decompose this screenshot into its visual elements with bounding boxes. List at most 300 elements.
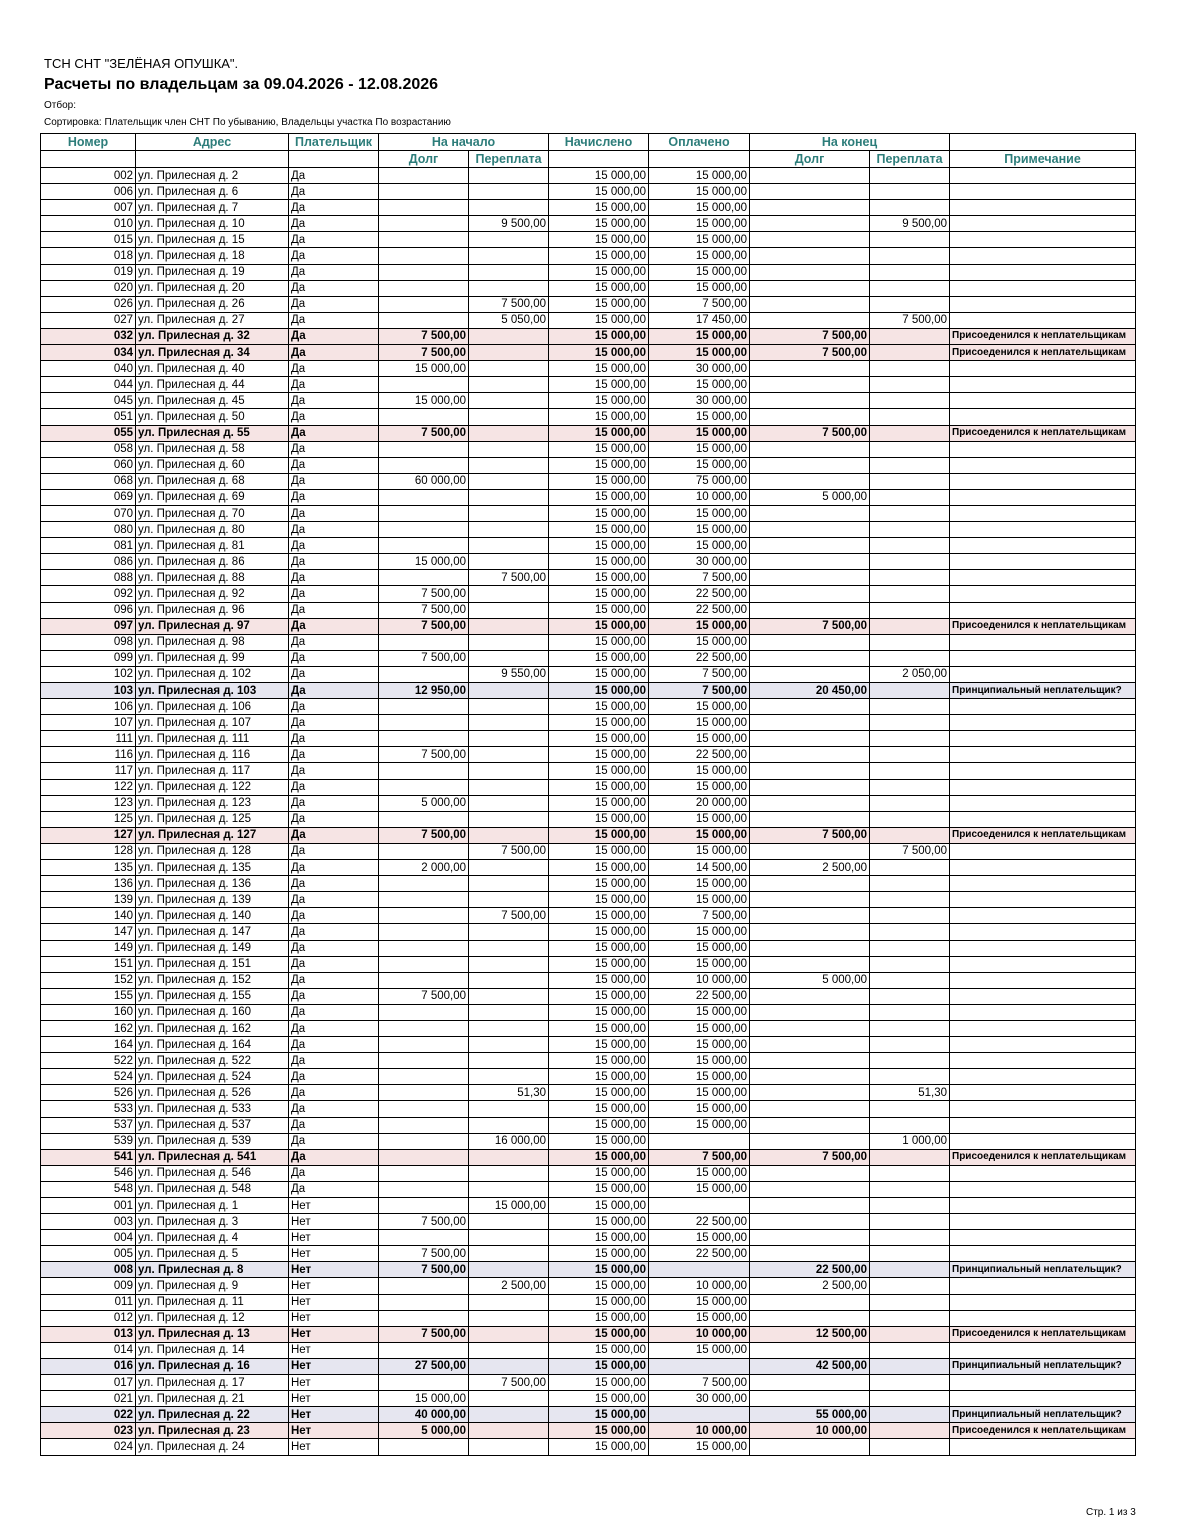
cell-address: ул. Прилесная д. 151 [136, 956, 289, 972]
cell-number: 149 [41, 940, 136, 956]
cell-paid: 15 000,00 [649, 264, 750, 280]
cell-address: ул. Прилесная д. 20 [136, 280, 289, 296]
cell-end-debt [750, 1214, 870, 1230]
cell-address: ул. Прилесная д. 17 [136, 1375, 289, 1391]
table-row [41, 280, 1136, 296]
cell-number: 135 [41, 860, 136, 876]
cell-paid: 30 000,00 [649, 361, 750, 377]
cell-charged: 15 000,00 [549, 1020, 649, 1036]
table-row [41, 860, 1136, 876]
cell-number: 152 [41, 972, 136, 988]
cell-end-debt [750, 811, 870, 827]
cell-address: ул. Прилесная д. 68 [136, 473, 289, 489]
cell-paid: 10 000,00 [649, 489, 750, 505]
cell-paid: 15 000,00 [649, 441, 750, 457]
cell-paid: 7 500,00 [649, 683, 750, 699]
cell-end-debt [750, 184, 870, 200]
cell-address: ул. Прилесная д. 13 [136, 1326, 289, 1342]
cell-note [950, 586, 1136, 602]
cell-start-overpay [469, 827, 549, 843]
cell-note: Присоеденился к неплательщикам [950, 425, 1136, 441]
table-row [41, 683, 1136, 699]
table-row [41, 312, 1136, 328]
cell-note [950, 988, 1136, 1004]
cell-number: 147 [41, 924, 136, 940]
cell-note: Присоеденился к неплательщикам [950, 345, 1136, 361]
cell-number: 539 [41, 1133, 136, 1149]
cell-start-overpay [469, 184, 549, 200]
cell-payer: Нет [289, 1439, 379, 1455]
cell-charged: 15 000,00 [549, 956, 649, 972]
cell-charged: 15 000,00 [549, 570, 649, 586]
cell-start-debt [379, 248, 469, 264]
cell-paid: 22 500,00 [649, 747, 750, 763]
cell-charged: 15 000,00 [549, 184, 649, 200]
table-row [41, 1133, 1136, 1149]
cell-start-overpay [469, 280, 549, 296]
cell-note: Присоеденился к неплательщикам [950, 1149, 1136, 1165]
cell-end-debt: 22 500,00 [750, 1262, 870, 1278]
table-row [41, 168, 1136, 184]
cell-end-overpay [870, 489, 950, 505]
cell-note [950, 473, 1136, 489]
cell-note [950, 538, 1136, 554]
cell-payer: Да [289, 232, 379, 248]
cell-number: 136 [41, 876, 136, 892]
cell-number: 027 [41, 312, 136, 328]
cell-start-overpay [469, 538, 549, 554]
cell-end-overpay [870, 570, 950, 586]
cell-note [950, 843, 1136, 859]
cell-end-overpay [870, 618, 950, 634]
table-row [41, 1391, 1136, 1407]
cell-number: 107 [41, 715, 136, 731]
cell-end-overpay [870, 956, 950, 972]
cell-number: 022 [41, 1407, 136, 1423]
cell-end-overpay [870, 1439, 950, 1455]
cell-number: 003 [41, 1214, 136, 1230]
cell-end-debt [750, 1101, 870, 1117]
cell-end-debt [750, 570, 870, 586]
cell-note [950, 747, 1136, 763]
table-body [41, 168, 1136, 1456]
cell-paid: 15 000,00 [649, 280, 750, 296]
cell-note [950, 1198, 1136, 1214]
cell-paid: 15 000,00 [649, 216, 750, 232]
cell-paid: 15 000,00 [649, 457, 750, 473]
cell-number: 546 [41, 1165, 136, 1181]
cell-start-overpay [469, 345, 549, 361]
cell-end-overpay [870, 296, 950, 312]
cell-start-debt: 5 000,00 [379, 795, 469, 811]
cell-payer: Да [289, 602, 379, 618]
cell-charged: 15 000,00 [549, 1407, 649, 1423]
cell-number: 537 [41, 1117, 136, 1133]
cell-end-debt: 7 500,00 [750, 345, 870, 361]
cell-end-debt [750, 988, 870, 1004]
cell-payer: Да [289, 296, 379, 312]
cell-charged: 15 000,00 [549, 1342, 649, 1358]
cell-payer: Нет [289, 1198, 379, 1214]
table-row [41, 538, 1136, 554]
table-row [41, 1246, 1136, 1262]
cell-end-debt [750, 1246, 870, 1262]
table-row [41, 1165, 1136, 1181]
cell-address: ул. Прилесная д. 12 [136, 1310, 289, 1326]
table-row [41, 522, 1136, 538]
cell-start-debt [379, 1230, 469, 1246]
cell-address: ул. Прилесная д. 533 [136, 1101, 289, 1117]
cell-payer: Да [289, 876, 379, 892]
table-row [41, 972, 1136, 988]
cell-charged: 15 000,00 [549, 248, 649, 264]
cell-start-overpay [469, 1391, 549, 1407]
cell-address: ул. Прилесная д. 69 [136, 489, 289, 505]
cell-charged: 15 000,00 [549, 1004, 649, 1020]
cell-start-debt [379, 1165, 469, 1181]
cell-paid: 7 500,00 [649, 1149, 750, 1165]
cell-note [950, 377, 1136, 393]
cell-end-overpay [870, 1358, 950, 1374]
cell-note [950, 731, 1136, 747]
cell-end-overpay [870, 184, 950, 200]
cell-start-debt: 7 500,00 [379, 650, 469, 666]
cell-address: ул. Прилесная д. 526 [136, 1085, 289, 1101]
cell-start-overpay [469, 248, 549, 264]
cell-end-overpay [870, 1294, 950, 1310]
cell-number: 116 [41, 747, 136, 763]
table-row [41, 264, 1136, 280]
cell-paid: 15 000,00 [649, 699, 750, 715]
cell-charged: 15 000,00 [549, 1069, 649, 1085]
col-start-overpay-header: Переплата [469, 151, 549, 168]
cell-charged: 15 000,00 [549, 747, 649, 763]
cell-note: Присоеденился к неплательщикам [950, 1326, 1136, 1342]
cell-start-debt [379, 200, 469, 216]
cell-paid: 15 000,00 [649, 1117, 750, 1133]
cell-end-overpay [870, 892, 950, 908]
cell-address: ул. Прилесная д. 9 [136, 1278, 289, 1294]
cell-address: ул. Прилесная д. 122 [136, 779, 289, 795]
cell-start-debt: 27 500,00 [379, 1358, 469, 1374]
header-spacer [649, 151, 750, 168]
cell-note [950, 1069, 1136, 1085]
table-row [41, 554, 1136, 570]
cell-note [950, 1101, 1136, 1117]
cell-start-overpay: 7 500,00 [469, 843, 549, 859]
cell-end-debt: 7 500,00 [750, 425, 870, 441]
cell-end-debt [750, 924, 870, 940]
cell-payer: Нет [289, 1246, 379, 1262]
cell-address: ул. Прилесная д. 86 [136, 554, 289, 570]
cell-address: ул. Прилесная д. 548 [136, 1181, 289, 1197]
cell-paid: 15 000,00 [649, 1294, 750, 1310]
cell-end-debt [750, 296, 870, 312]
cell-payer: Да [289, 441, 379, 457]
cell-end-overpay [870, 1423, 950, 1439]
cell-end-debt [750, 763, 870, 779]
cell-end-overpay [870, 811, 950, 827]
cell-end-overpay [870, 538, 950, 554]
cell-paid: 15 000,00 [649, 1342, 750, 1358]
cell-number: 081 [41, 538, 136, 554]
cell-end-overpay [870, 264, 950, 280]
filter-line: Отбор: [44, 100, 76, 111]
cell-end-overpay [870, 1375, 950, 1391]
cell-payer: Да [289, 473, 379, 489]
cell-payer: Нет [289, 1326, 379, 1342]
cell-address: ул. Прилесная д. 24 [136, 1439, 289, 1455]
cell-charged: 15 000,00 [549, 892, 649, 908]
cell-charged: 15 000,00 [549, 1294, 649, 1310]
cell-note: Присоеденился к неплательщикам [950, 618, 1136, 634]
table-row [41, 1053, 1136, 1069]
cell-start-overpay [469, 1358, 549, 1374]
cell-charged: 15 000,00 [549, 731, 649, 747]
cell-charged: 15 000,00 [549, 779, 649, 795]
cell-end-overpay [870, 1407, 950, 1423]
cell-payer: Да [289, 1004, 379, 1020]
cell-number: 004 [41, 1230, 136, 1246]
cell-end-debt [750, 1165, 870, 1181]
cell-note [950, 1181, 1136, 1197]
cell-number: 160 [41, 1004, 136, 1020]
cell-address: ул. Прилесная д. 162 [136, 1020, 289, 1036]
cell-address: ул. Прилесная д. 139 [136, 892, 289, 908]
cell-charged: 15 000,00 [549, 409, 649, 425]
cell-end-debt [750, 892, 870, 908]
table-row [41, 1101, 1136, 1117]
cell-end-overpay [870, 1053, 950, 1069]
cell-end-overpay [870, 328, 950, 344]
cell-end-debt: 2 500,00 [750, 1278, 870, 1294]
cell-start-debt: 7 500,00 [379, 1246, 469, 1262]
cell-number: 162 [41, 1020, 136, 1036]
cell-end-overpay: 9 500,00 [870, 216, 950, 232]
cell-charged: 15 000,00 [549, 827, 649, 843]
cell-note [950, 811, 1136, 827]
cell-end-overpay [870, 924, 950, 940]
cell-number: 139 [41, 892, 136, 908]
cell-number: 024 [41, 1439, 136, 1455]
cell-charged: 15 000,00 [549, 168, 649, 184]
cell-address: ул. Прилесная д. 88 [136, 570, 289, 586]
cell-number: 011 [41, 1294, 136, 1310]
cell-payer: Да [289, 1117, 379, 1133]
cell-paid: 15 000,00 [649, 811, 750, 827]
cell-end-debt [750, 1181, 870, 1197]
cell-start-debt [379, 972, 469, 988]
cell-note [950, 1375, 1136, 1391]
cell-end-debt [750, 715, 870, 731]
cell-note [950, 1004, 1136, 1020]
cell-note [950, 570, 1136, 586]
cell-end-debt [750, 505, 870, 521]
cell-start-overpay [469, 876, 549, 892]
cell-start-debt [379, 489, 469, 505]
table-row [41, 1310, 1136, 1326]
table-row [41, 345, 1136, 361]
table-row [41, 843, 1136, 859]
cell-paid: 22 500,00 [649, 650, 750, 666]
table-row [41, 715, 1136, 731]
cell-payer: Нет [289, 1262, 379, 1278]
cell-end-overpay [870, 345, 950, 361]
cell-charged: 15 000,00 [549, 361, 649, 377]
cell-start-overpay [469, 489, 549, 505]
cell-end-debt [750, 473, 870, 489]
cell-payer: Да [289, 988, 379, 1004]
cell-payer: Да [289, 570, 379, 586]
col-note-header: Примечание [950, 151, 1136, 168]
cell-address: ул. Прилесная д. 147 [136, 924, 289, 940]
cell-address: ул. Прилесная д. 10 [136, 216, 289, 232]
cell-paid: 15 000,00 [649, 1165, 750, 1181]
cell-paid: 15 000,00 [649, 715, 750, 731]
cell-start-overpay: 16 000,00 [469, 1133, 549, 1149]
cell-paid: 15 000,00 [649, 248, 750, 264]
cell-note: Принципиальный неплательщик? [950, 1407, 1136, 1423]
table-row [41, 361, 1136, 377]
cell-charged: 15 000,00 [549, 1278, 649, 1294]
cell-number: 069 [41, 489, 136, 505]
cell-start-debt [379, 876, 469, 892]
cell-start-debt [379, 409, 469, 425]
cell-paid: 15 000,00 [649, 876, 750, 892]
cell-start-debt: 7 500,00 [379, 425, 469, 441]
cell-paid: 7 500,00 [649, 1375, 750, 1391]
cell-note [950, 876, 1136, 892]
table-row [41, 1262, 1136, 1278]
cell-end-overpay [870, 972, 950, 988]
table-row [41, 1375, 1136, 1391]
cell-paid [649, 1198, 750, 1214]
cell-paid: 15 000,00 [649, 200, 750, 216]
cell-start-overpay [469, 988, 549, 1004]
table-row [41, 1020, 1136, 1036]
table-row [41, 232, 1136, 248]
col-start-debt-header: Долг [379, 151, 469, 168]
cell-start-overpay: 2 500,00 [469, 1278, 549, 1294]
cell-number: 040 [41, 361, 136, 377]
cell-payer: Да [289, 940, 379, 956]
cell-start-debt [379, 538, 469, 554]
cell-start-debt: 15 000,00 [379, 1391, 469, 1407]
cell-charged: 15 000,00 [549, 216, 649, 232]
cell-start-overpay [469, 1326, 549, 1342]
cell-end-debt [750, 264, 870, 280]
cell-start-debt [379, 1342, 469, 1358]
cell-payer: Да [289, 264, 379, 280]
cell-note [950, 489, 1136, 505]
cell-address: ул. Прилесная д. 111 [136, 731, 289, 747]
cell-address: ул. Прилесная д. 152 [136, 972, 289, 988]
cell-note [950, 1246, 1136, 1262]
cell-start-debt: 60 000,00 [379, 473, 469, 489]
cell-end-debt [750, 1085, 870, 1101]
table-row [41, 602, 1136, 618]
cell-end-debt [750, 731, 870, 747]
cell-charged: 15 000,00 [549, 908, 649, 924]
cell-number: 045 [41, 393, 136, 409]
table-row [41, 1294, 1136, 1310]
cell-start-debt [379, 666, 469, 682]
cell-address: ул. Прилесная д. 1 [136, 1198, 289, 1214]
cell-note [950, 216, 1136, 232]
cell-charged: 15 000,00 [549, 1310, 649, 1326]
cell-start-overpay [469, 1262, 549, 1278]
cell-start-overpay [469, 956, 549, 972]
table-row [41, 1198, 1136, 1214]
cell-start-debt [379, 570, 469, 586]
cell-number: 092 [41, 586, 136, 602]
cell-start-debt [379, 1294, 469, 1310]
table-row [41, 634, 1136, 650]
cell-charged: 15 000,00 [549, 683, 649, 699]
cell-paid [649, 1358, 750, 1374]
table-row [41, 747, 1136, 763]
cell-end-debt [750, 1439, 870, 1455]
cell-start-overpay: 7 500,00 [469, 908, 549, 924]
table-row [41, 1069, 1136, 1085]
cell-end-overpay [870, 232, 950, 248]
cell-payer: Да [289, 168, 379, 184]
cell-end-overpay [870, 1181, 950, 1197]
cell-paid: 15 000,00 [649, 924, 750, 940]
cell-start-debt [379, 1037, 469, 1053]
cell-address: ул. Прилесная д. 32 [136, 328, 289, 344]
cell-end-debt [750, 1020, 870, 1036]
cell-start-overpay [469, 892, 549, 908]
col-end-overpay-header: Переплата [870, 151, 950, 168]
cell-note [950, 168, 1136, 184]
cell-end-overpay [870, 522, 950, 538]
cell-address: ул. Прилесная д. 537 [136, 1117, 289, 1133]
cell-start-debt: 15 000,00 [379, 393, 469, 409]
header-spacer [289, 151, 379, 168]
cell-charged: 15 000,00 [549, 1262, 649, 1278]
cell-payer: Нет [289, 1342, 379, 1358]
cell-start-debt [379, 908, 469, 924]
cell-charged: 15 000,00 [549, 425, 649, 441]
cell-number: 019 [41, 264, 136, 280]
cell-note [950, 1037, 1136, 1053]
table-row [41, 763, 1136, 779]
cell-address: ул. Прилесная д. 44 [136, 377, 289, 393]
cell-end-overpay [870, 1198, 950, 1214]
cell-charged: 15 000,00 [549, 264, 649, 280]
table-row [41, 795, 1136, 811]
cell-end-debt [750, 1375, 870, 1391]
cell-end-overpay [870, 795, 950, 811]
cell-note [950, 1278, 1136, 1294]
cell-number: 055 [41, 425, 136, 441]
cell-charged: 15 000,00 [549, 1391, 649, 1407]
cell-start-overpay: 5 050,00 [469, 312, 549, 328]
cell-end-debt: 2 500,00 [750, 860, 870, 876]
cell-start-debt [379, 634, 469, 650]
cell-number: 068 [41, 473, 136, 489]
cell-note [950, 1310, 1136, 1326]
cell-end-overpay [870, 393, 950, 409]
table-row [41, 1181, 1136, 1197]
cell-end-overpay [870, 1101, 950, 1117]
cell-start-debt [379, 312, 469, 328]
cell-charged: 15 000,00 [549, 763, 649, 779]
cell-address: ул. Прилесная д. 107 [136, 715, 289, 731]
cell-end-overpay [870, 586, 950, 602]
cell-charged: 15 000,00 [549, 473, 649, 489]
